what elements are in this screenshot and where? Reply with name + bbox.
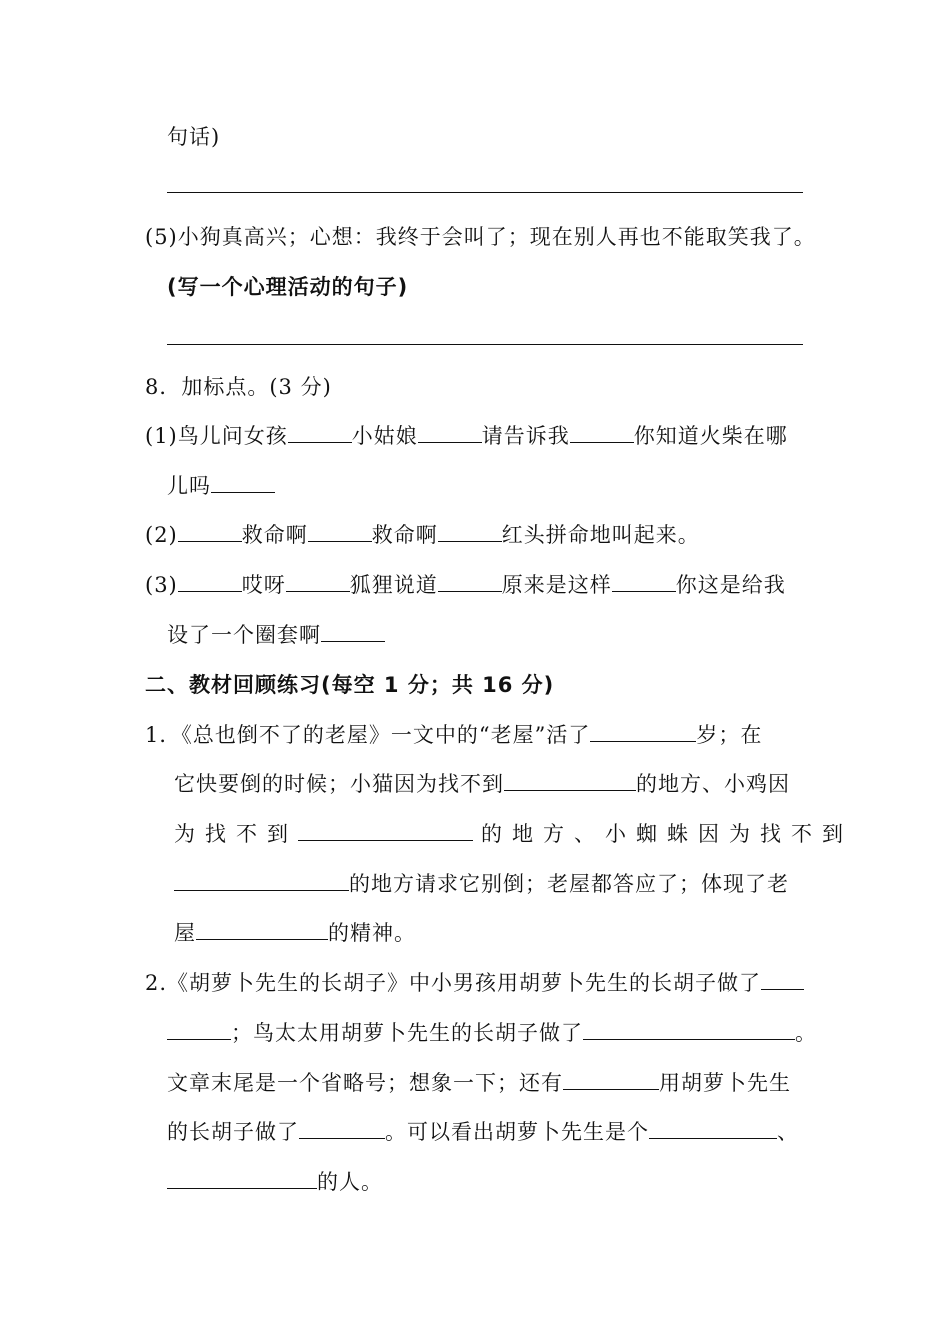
- q8-title: 8．加标点。(3 分): [145, 375, 332, 399]
- text: 。: [795, 1021, 817, 1045]
- blank-field[interactable]: [570, 422, 634, 443]
- blank-field[interactable]: [563, 1069, 659, 1090]
- blank-field[interactable]: [583, 1019, 795, 1040]
- s2-q1-line2: [174, 769, 790, 799]
- s2-q2-line1: [145, 968, 804, 998]
- blank-field[interactable]: [286, 571, 350, 592]
- blank-field[interactable]: [211, 472, 275, 493]
- blank-field[interactable]: [174, 870, 349, 891]
- text: 的地方、小蜘蛛因为找不到: [481, 822, 853, 846]
- text: (1)鸟儿问女孩: [145, 424, 288, 448]
- text: 的精神。: [328, 921, 416, 945]
- text: 的人。: [317, 1170, 383, 1194]
- blank-field[interactable]: [418, 422, 482, 443]
- blank-field[interactable]: [438, 571, 502, 592]
- blank-field[interactable]: [178, 571, 242, 592]
- blank-field[interactable]: [504, 770, 636, 791]
- text: 为找不到: [174, 822, 298, 846]
- text: 用胡萝卜先生: [659, 1071, 791, 1095]
- q7-4-tail: 句话): [167, 125, 221, 149]
- text: 小姑娘: [351, 424, 418, 448]
- answer-line[interactable]: [167, 192, 803, 193]
- text: 它快要倒的时候；小猫因为找不到: [174, 772, 504, 796]
- text: 的地方请求它别倒；老屋都答应了；体现了老: [349, 872, 789, 896]
- text: 的长胡子做了: [167, 1120, 299, 1144]
- blank-field[interactable]: [649, 1118, 777, 1139]
- text: 救命啊: [371, 523, 438, 547]
- text: 、: [777, 1120, 799, 1144]
- s2-q2-line3: [167, 1068, 791, 1098]
- text: 狐狸说道: [349, 573, 438, 597]
- answer-line[interactable]: [167, 344, 803, 345]
- text: 的地方、小鸡因: [636, 772, 790, 796]
- text: 1．《总也倒不了的老屋》一文中的“老屋”活了: [145, 723, 591, 747]
- text: 救命啊: [241, 523, 308, 547]
- blank-field[interactable]: [288, 422, 352, 443]
- q7-5-instruction: (写一个心理活动的句子): [167, 275, 409, 299]
- s2-q1-line5: [174, 918, 416, 948]
- q8-3-line1: [145, 570, 786, 600]
- blank-field[interactable]: [299, 1118, 385, 1139]
- blank-field[interactable]: [167, 1168, 317, 1189]
- text: 岁；在: [696, 723, 763, 747]
- text: (3): [145, 573, 178, 597]
- text: 2.《胡萝卜先生的长胡子》中小男孩用胡萝卜先生的长胡子做了: [145, 971, 762, 995]
- text: (2): [145, 523, 178, 547]
- blank-field[interactable]: [761, 969, 804, 990]
- blank-field[interactable]: [298, 820, 473, 841]
- blank-field[interactable]: [167, 1019, 231, 1040]
- q8-3-line2: [167, 620, 385, 650]
- blank-field[interactable]: [321, 621, 385, 642]
- s2-q1-line3: [174, 819, 853, 849]
- text: 文章末尾是一个省略号；想象一下；还有: [167, 1071, 563, 1095]
- text: 设了一个圈套啊: [167, 623, 321, 647]
- blank-field[interactable]: [196, 919, 328, 940]
- q8-2: [145, 520, 700, 550]
- q8-1-line1: [145, 421, 788, 451]
- s2-q1-line4: [174, 869, 789, 899]
- text: 。可以看出胡萝卜先生是个: [385, 1120, 649, 1144]
- blank-field[interactable]: [438, 521, 502, 542]
- blank-field[interactable]: [612, 571, 676, 592]
- text: 屋: [174, 921, 196, 945]
- s2-q2-line2: [167, 1018, 817, 1048]
- text: ；鸟太太用胡萝卜先生的长胡子做了: [231, 1021, 583, 1045]
- section-2-heading: 二、教材回顾练习(每空 1 分；共 16 分): [145, 673, 555, 697]
- text: 红头拼命地叫起来。: [501, 523, 700, 547]
- q7-5-text: (5)小狗真高兴；心想：我终于会叫了；现在别人再也不能取笑我了。: [145, 225, 816, 249]
- text: 儿吗: [167, 474, 211, 498]
- blank-field[interactable]: [590, 721, 696, 742]
- text: 你知道火柴在哪: [633, 424, 788, 448]
- blank-field[interactable]: [178, 521, 242, 542]
- text: 哎呀: [241, 573, 286, 597]
- q8-1-line2: [167, 471, 275, 501]
- s2-q1-line1: [145, 720, 762, 750]
- text: 原来是这样: [501, 573, 612, 597]
- s2-q2-line4: [167, 1117, 799, 1147]
- blank-field[interactable]: [308, 521, 372, 542]
- s2-q2-line5: [167, 1167, 383, 1197]
- text: 你这是给我: [675, 573, 786, 597]
- text: 请告诉我: [481, 424, 570, 448]
